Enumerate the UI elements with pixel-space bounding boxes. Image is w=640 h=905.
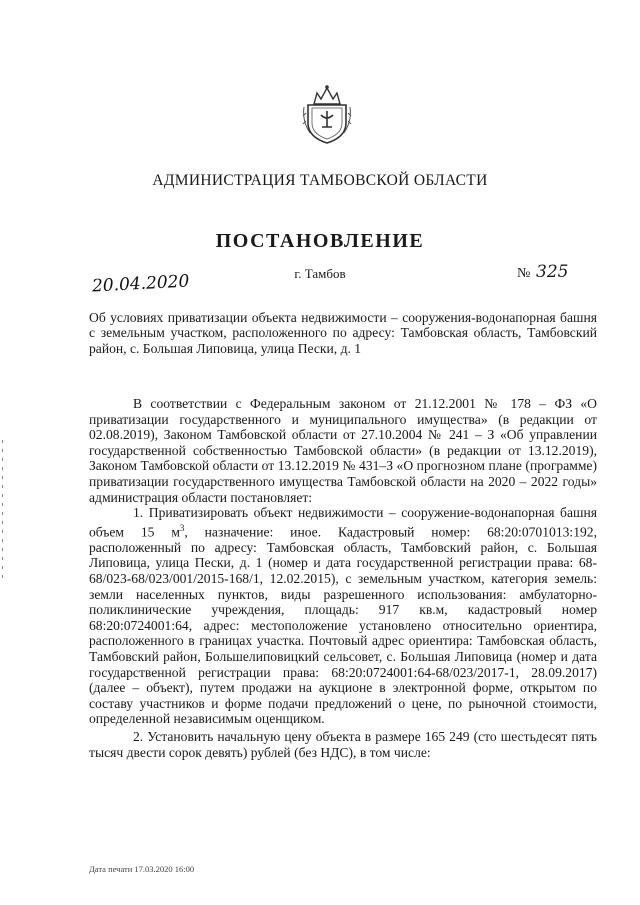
tambov-coat-of-arms-emblem — [302, 83, 352, 146]
document-body — [89, 396, 597, 760]
handwritten-date: 20.04.2020 — [91, 271, 190, 297]
item-1-paragraph — [89, 505, 597, 727]
city-name: г. Тамбов — [294, 266, 346, 281]
document-subject: Об условиях приватизации объекта недвижимости – сооружения-водонапорная башня с земельным участком, расположенного по адресу: Тамбовская область, Тамбовский район, с. Большая Липовица, улица Пески, д. 1 — [89, 310, 597, 356]
item-2-paragraph: 2. Установить начальную цену объекта в размере 165 249 (сто шестьдесят пять тысяч двести сорок девять) рублей (без НДС), в том числе: — [89, 729, 597, 760]
handwritten-document-number: 325 — [536, 262, 569, 282]
print-date-footer: Дата печати 17.03.2020 16:00 — [89, 864, 195, 874]
item-1-text-rest: , назначение: иное. Кадастровый номер: 68:20:0701013:192, расположенный по адресу: Тамбовская область, Тамбовский район, с. Большая Липовица, улица Пески, д. 1 (номер и дата государственной регистрации права: 68-68/023-68/023/001/2015-168/1, 12.02.2015), с земельным участком, категория земель: земли населенных пунктов, виды разрешенного использования: амбулаторно-поликлинические учреждения, площадь: 917 кв.м, кадастровый номер 68:20:0724001:64, адрес: местоположение установлено относительно ориентира, расположенного в границах участка. Почтовый адрес ориентира: Тамбовская область, Тамбовский район, Большелиповицкий сельсовет, с. Большая Липовица (номер и дата государственной регистрации права: 68:20:0724001:64-68/023/2017-1, 28.09.2017) (далее – объект), путем продажи на аукционе в электронной форме, открытом по составу участников и форме подачи предложений о цене, по рыночной стоимости, определенной независимым оценщиком. — [89, 524, 597, 727]
number-label: № — [517, 266, 531, 281]
organization-name: АДМИНИСТРАЦИЯ ТАМБОВСКОЙ ОБЛАСТИ — [152, 172, 488, 189]
preamble-paragraph: В соответствии с Федеральным законом от 21.12.2001 № 178 – ФЗ «О приватизации государственного и муниципального имущества» (в редакции от 02.08.2019), Законом Тамбовской области от 27.10.2004 № 241 – З «Об управлении государственной собственностью Тамбовской области» (в редакции от 13.12.2019), Законом Тамбовской области от 13.12.2019 № 431–З «О прогнозном плане (программе) приватизации государственного имущества Тамбовской области на 2020 – 2022 годы» администрация области постановляет: — [89, 396, 597, 505]
item-1-text-start: 1. Приватизировать объект недвижимости – сооружение-водонапорная башня объем 15 м — [89, 505, 597, 540]
scan-margin-marks — [2, 440, 4, 600]
cubic-superscript: 3 — [179, 522, 185, 533]
document-type-title: ПОСТАНОВЛЕНИЕ — [215, 230, 425, 252]
